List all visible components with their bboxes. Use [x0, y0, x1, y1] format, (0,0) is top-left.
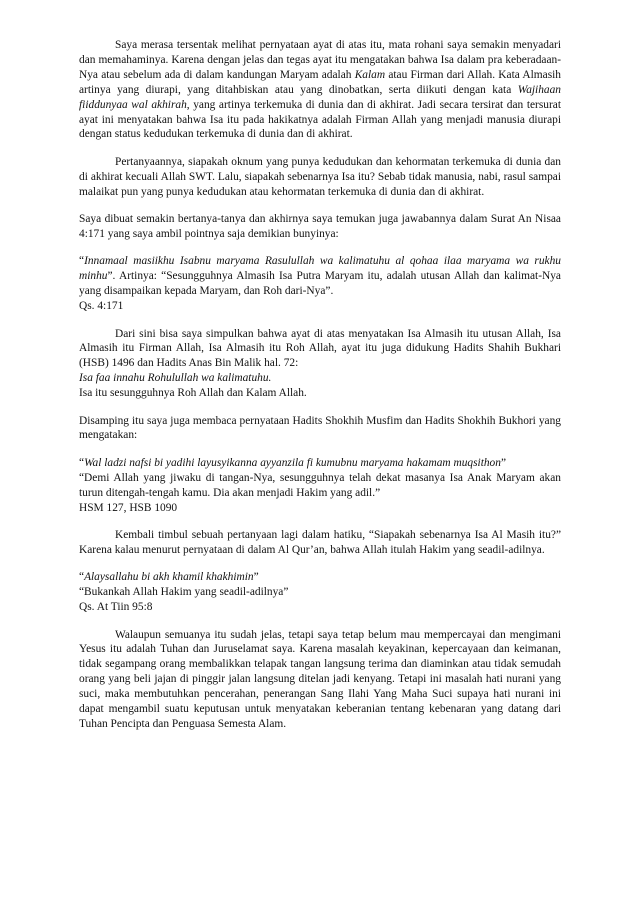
- paragraph-10: Walaupun semuanya itu sudah jelas, tetapi saya tetap belum mau mempercayai dan mengimani Yesus itu adalah Tuhan dan Juruselamat saya. Karena masalah keyakinan, kepercayaan dan keimanan, tidak segampang orang membalikkan telapak tangan langsung terima dan diaminkan atau tidak semudah orang yang beli jajan di pinggir jalan langsung ditelan jadi kenyang. Tetapi ini masalah hati nurani yang suci, maka membutuhkan pencerahan, penerangan Sang Ilahi Yang Maha Suci supaya hati nurani ini dapat mengambil suatu keputusan untuk menyatakan keberanian tentang kebenaran yang datang dari Tuhan Pencipta dan Penguasa Semesta Alam.: [79, 628, 561, 730]
- quote-mark: “: [79, 255, 85, 268]
- document-page: [79, 38, 561, 744]
- paragraph-7: [79, 456, 561, 516]
- paragraph-1-text-b: atau Firman dari Allah. Kata Almasih artinya yang diurapi, yang ditahbiskan atau yang dinobatkan, serta diikuti dengan kata: [79, 68, 562, 96]
- paragraph-5-text: Dari sini bisa saya simpulkan bahwa ayat di atas menyatakan Isa Almasih itu utusan Allah, Isa Almasih itu Firman Allah, Isa Almasih itu Roh Allah, ayat itu juga didukung Hadits Shahih Bukhari (HSB) 1496 dan Hadits Anas Bin Malik hal. 72:: [79, 327, 561, 370]
- quote-mark: “: [79, 456, 85, 469]
- paragraph-1-text-a: Saya merasa tersentak melihat pernyataan ayat di atas itu, mata rohani saya semakin menyadari dan memahaminya. Karena dengan jelas dan tegas ayat itu mengatakan bahwa Isa dalam pra keberadaan-Nya atau sebelum ada di dalam kandungan Maryam adalah: [79, 39, 561, 81]
- verse-translation: ”. Artinya: “Sesungguhnya Almasih Isa Putra Maryam itu, adalah utusan Allah dan kalimat-Nya yang disampaikan kepada Maryam, dan Roh dari-Nya”.: [79, 270, 561, 298]
- verse-reference: Qs. At Tiin 95:8: [79, 601, 153, 614]
- paragraph-1: [79, 38, 561, 142]
- paragraph-1-kalam: Kalam: [354, 68, 386, 81]
- paragraph-1-text-c: , yang artinya terkemuka di dunia dan di akhirat. Jadi secara tersirat dan tersurat ayat ini menyatakan bahwa Isa itu pada hakikatnya adalah Firman Allah yang menjadi manusia diurapi dengan status kedudukan terkemuka di dunia dan di akhirat.: [79, 98, 561, 141]
- quote-mark: ”: [500, 456, 507, 469]
- paragraph-4: [79, 254, 561, 314]
- paragraph-2: Pertanyaannya, siapakah oknum yang punya kedudukan dan kehormatan terkemuka di dunia dan di akhirat kecuali Allah SWT. Lalu, siapakah sebenarnya Isa itu? Sebab tidak manusia, nabi, rasul sampai malaikat pun yang punya kedudukan atau kehormatan terkemuka di dunia dan di akhirat.: [79, 155, 561, 198]
- quote-mark: ”: [253, 571, 259, 584]
- paragraph-5: [79, 327, 561, 402]
- arabic-verse: Innamaal masiikhu Isabnu maryama Rasulullah wa kalimatuhu al qohaa ilaa maryama wa rukhu minhu: [79, 255, 561, 283]
- paragraph-3: Saya dibuat semakin bertanya-tanya dan akhirnya saya temukan juga jawabannya dalam Surat An Nisaa 4:171 yang saya ambil pointnya saja demikian bunyinya:: [79, 213, 561, 240]
- paragraph-8: Kembali timbul sebuah pertanyaan lagi dalam hatiku, “Siapakah sebenarnya Isa Al Masih itu?” Karena kalau menurut pernyataan di dalam Al Qur’an, bahwa Allah itulah Hakim yang seadil-adilnya.: [79, 528, 561, 556]
- paragraph-9: [79, 570, 561, 615]
- quote-mark: “: [79, 571, 85, 584]
- hadith-arabic: Isa faa innahu Rohulullah wa kalimatuhu.: [79, 372, 272, 385]
- hadith-arabic: Wal ladzi nafsi bi yadihi layusyikanna ayyanzila fi kumubnu maryama hakamam muqsithon: [84, 456, 501, 469]
- paragraph-6: Disamping itu saya juga membaca pernyataan Hadits Shokhih Musfim dan Hadits Shokhih Bukhori yang mengatakan:: [79, 414, 561, 442]
- hadith-reference: HSM 127, HSB 1090: [79, 501, 178, 514]
- hadith-translation: Isa itu sesungguhnya Roh Allah dan Kalam Allah.: [79, 387, 307, 400]
- verse-translation: “Bukankah Allah Hakim yang seadil-adilnya”: [79, 586, 289, 599]
- verse-arabic: Alaysallahu bi akh khamil khakhimin: [84, 571, 254, 584]
- hadith-translation: “Demi Allah yang jiwaku di tangan-Nya, sesungguhnya telah dekat masanya Isa Anak Maryam akan turun ditengah-tengah kamu. Dia akan menjadi Hakim yang adil.”: [79, 471, 561, 499]
- verse-reference: Qs. 4:171: [79, 300, 124, 313]
- paragraph-1-wajihaan: Wajihaan fiiddunyaa wal akhirah: [79, 83, 561, 111]
